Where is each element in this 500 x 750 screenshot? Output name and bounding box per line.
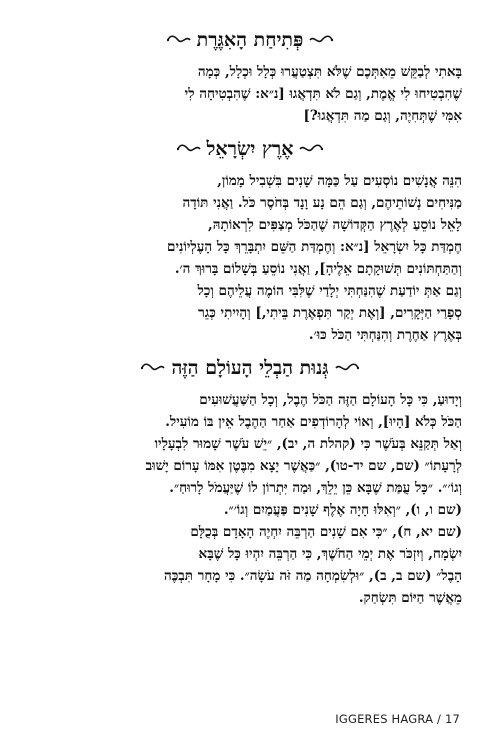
text-line: מֵאֲשֶׁר הַיּוֹם תִּשְׂחַק. [358,590,462,606]
text-line: וְיָדוּעַ, כִּי כָּל הָעוֹלָם הַזֶּה הַכֹּל הֶבֶל, וְכָל הַשַּׁעֲשׁוּעִים [199,392,462,408]
heading-text: אֶרֶץ יִשְׂרָאֵל [206,138,294,160]
text-line: בְּאֶרֶץ אַחֶרֶת וְהִנַּחְתִּי הַכֹּל כּוּ׳. [308,327,462,343]
section-opening [38,26,462,127]
text-line: הִנֵּה אֲנָשִׁים נוֹסְעִים עַל כַּמָּה שָׁנִים בִּשְׁבִיל מָמוֹן, [217,173,462,189]
section-worldly-vanities [38,354,462,609]
text-line: הַכֹּל כְּלֹא [הָיוּ], וְאוֹי לְהָרוֹדְפִים אַחַר הַהֶבֶל אֵין בּוֹ מוֹעִיל. [165,414,462,430]
text-line: מַנִּיחִים נְשׁוֹתֵיהֶם, וְגַם הֵם נָע וָנָד בְּחֹסֶר כֹּל. וַאֲנִי תּוֹדָה [182,195,462,211]
section-eretz-yisrael [38,135,462,346]
heading-text: גְּנוּת הַבְלֵי הָעוֹלָם הַזֶּה [171,357,329,379]
page-footer: IGGERES HAGRA / 17 [335,712,460,726]
text-line: וְהַתַּחְתּוֹנִים תְּשׁוּקָתָם אֵלֶיהָ], וַאֲנִי נוֹסֵעַ בְּשָׁלוֹם בָּרוּךְ ה׳. [174,261,462,277]
text-line: וְאַל תְּקַנֵּא בְּעֹשֶׁר כִּי (קהלת ה, יב), ״יֵשׁ עֹשֶׁר שָׁמוּר לִבְעָלָיו [154,436,462,452]
text-line: בָּאתִי לְבַקֵּשׁ מֵאִתְּכֶם שֶׁלֹּא תִּצְטַעֲרוּ כְּלָל וּכְלָל, כְּמָה [197,64,462,80]
text-line: וְגוֹ׳״. ״כָּל עֻמַּת שֶׁבָּא כֵּן יֵלֵךְ, וּמַה יִּתְרוֹן לוֹ שֶׁיַּעֲמֹל לָרוּחַ״. [169,480,462,496]
text-line: אִמִּי שֶׁתְּחִיֶה, וְגַם מַה תִּדְאֲגוּ?] [303,108,462,124]
page-content [38,26,462,617]
text-line: סְפָרַי הַיְּקָרִים, [וְאֶת יְקַר תִּפְאֶרֶת בֵּיתִי,] וְהָיִיתִי כְּגֵר [198,305,462,321]
flourish-ornament-icon [335,362,359,374]
text-line: חֶמְדַּת כָּל יִשְׂרָאֵל [נ״א: וְחֶמְדַּת הַשֵּׁם יִתְבָּרֵךְ כָּל הָעֶלְיוֹנִים [167,239,462,255]
section-heading [38,135,462,163]
section-heading [38,354,462,382]
flourish-ornament-icon [309,34,333,46]
heading-text: פְּתִיחַת הָאִגֶּרֶת [196,29,304,51]
paragraph [38,389,462,609]
paragraph [38,61,462,127]
paragraph [38,170,462,346]
text-line: לָאֵל נוֹסֵעַ לְאֶרֶץ הַקְּדוֹשָׁה שֶׁהַכֹּל מְצַפִּים לִרְאוֹתָהּ, [208,217,462,233]
text-line: וְגַם אַתְּ יוֹדַעַת שֶׁהִנַּחְתִּי יְלָדַי שֶׁלִּבִּי הוֹמֶה עֲלֵיהֶם וְכָל [197,283,462,299]
text-line: (שם ו, ו), ״וְאִלּוּ חָיָה אֶלֶף שָׁנִים פַּעֲמַיִם וְגוֹ׳״. [223,502,462,518]
flourish-ornament-icon [167,34,191,46]
text-line: יִשְׂמָח, וְיִזְכֹּר אֶת יְמֵי הַחֹשֶׁךְ, כִּי הַרְבֵּה יִהְיוּ כָּל שֶׁבָּא [198,546,462,562]
text-line: (שם יא, ח), ״כִּי אִם שָׁנִים הַרְבֵּה יִחְיֶה הָאָדָם בְּכֻלָּם [190,524,462,540]
section-heading [38,26,462,54]
flourish-ornament-icon [177,143,201,155]
text-line: שֶׁהִבְטִיחוּ לִי אֱמֶת, וְגַם לֹא תִּדְאֲגוּ [נ״א: שֶׁהִבְטִיחָה לִי [184,86,462,102]
flourish-ornament-icon [299,143,323,155]
text-line: לְרָעָתוֹ״ (שם, שם יד-טו), ״כַּאֲשֶׁר יָצָא מִבֶּטֶן אִמּוֹ עָרוֹם יָשׁוּב [145,458,462,474]
text-line: הָבֶל״ (שם ב, ב), ״וּלְשִׂמְחָה מַה זֹּה עֹשָׂה״. כִּי מָחָר תִּבְכֶּה [163,568,462,584]
flourish-ornament-icon [141,362,165,374]
